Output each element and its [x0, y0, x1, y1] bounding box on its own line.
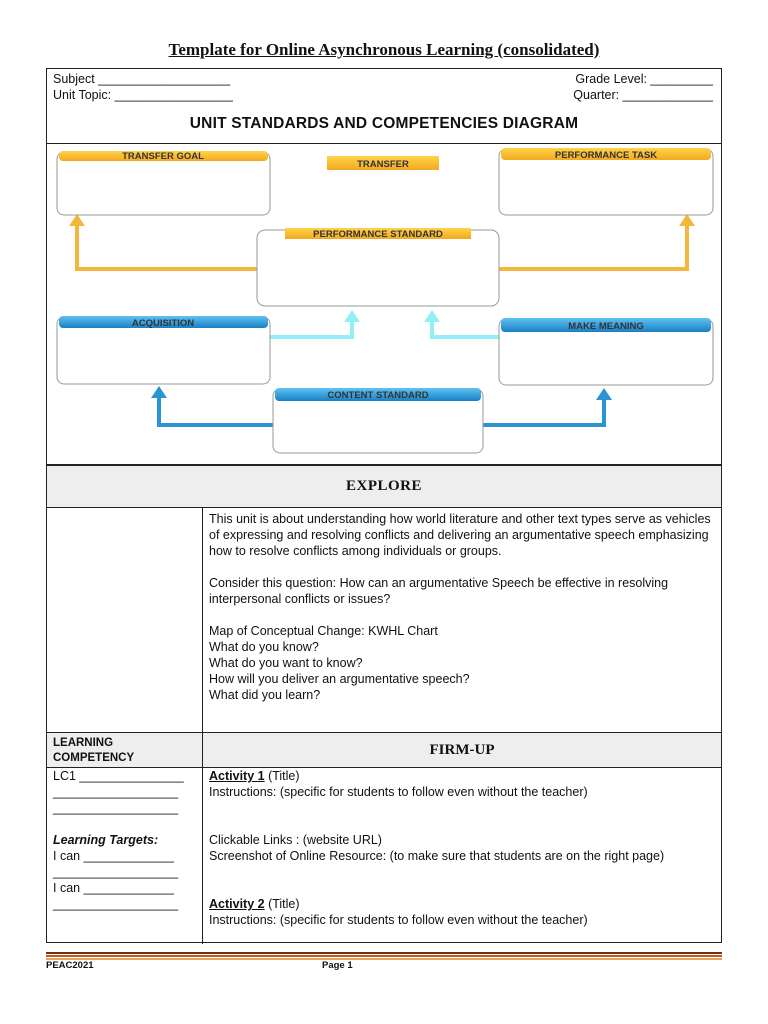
- activity-column: [209, 768, 717, 928]
- quarter-field[interactable]: Quarter: _____________: [573, 88, 713, 102]
- explore-paragraph-1: This unit is about understanding how world literature and other text types serve as vehicles of expressing and resolving conflicts and delivering an argumentative speech emphasizing how to resolve conflicts among individuals or groups.: [209, 512, 711, 558]
- competency-column: [53, 768, 199, 912]
- grade-level-field[interactable]: Grade Level: _________: [575, 72, 713, 86]
- arrowhead-transfer-goal: [69, 214, 85, 226]
- arrowhead-performance-task: [679, 214, 695, 226]
- lc1-field[interactable]: LC1 _______________: [53, 769, 184, 783]
- activity-2-title: (Title): [264, 897, 300, 911]
- arrow-acq-to-perf: [269, 320, 352, 337]
- arrowhead-acquisition: [151, 386, 167, 398]
- arrow-perf-to-transfer-goal: [77, 224, 257, 269]
- activity-1-instructions: Instructions: (specific for students to follow even without the teacher): [209, 785, 588, 799]
- explore-line: What do you know?: [209, 640, 319, 654]
- screenshot-resource: Screenshot of Online Resource: (to make sure that students are on the right page): [209, 849, 665, 863]
- document-title: Template for Online Asynchronous Learning (consolidated): [168, 40, 600, 59]
- activity-2-line: [209, 896, 717, 912]
- explore-content: [209, 511, 717, 703]
- arrow-perf-to-task: [499, 224, 687, 269]
- arrow-content-to-acq: [159, 396, 273, 425]
- footer-bar-dark: [46, 952, 722, 954]
- firm-up-heading: FIRM-UP: [203, 733, 721, 767]
- clickable-links[interactable]: Clickable Links : (website URL): [209, 833, 382, 847]
- page-number: Page 1: [322, 960, 353, 971]
- lc1-blank[interactable]: __________________: [53, 801, 179, 815]
- activity-2-label: Activity 2: [209, 897, 265, 911]
- footer-bar-light: [46, 958, 722, 960]
- performance-task-label: PERFORMANCE TASK: [554, 150, 658, 161]
- arrow-meaning-to-perf: [432, 320, 499, 337]
- acquisition-label: ACQUISITION: [131, 318, 195, 329]
- column-divider: [202, 508, 203, 944]
- content-standard-label: CONTENT STANDARD: [327, 390, 429, 401]
- footer-left: PEAC2021: [46, 960, 94, 971]
- footer-rule: [46, 952, 722, 961]
- arrow-content-to-meaning: [483, 398, 604, 425]
- unit-topic-field[interactable]: Unit Topic: _________________: [53, 88, 233, 102]
- explore-line: Map of Conceptual Change: KWHL Chart: [209, 624, 438, 638]
- lesson-table: [46, 465, 722, 943]
- transfer-goal-label: TRANSFER GOAL: [122, 151, 204, 162]
- arrowhead-meaning: [424, 310, 440, 322]
- header-box: [46, 68, 722, 144]
- subject-field[interactable]: Subject ___________________: [53, 72, 231, 86]
- i-can-blank[interactable]: __________________: [53, 897, 179, 911]
- explore-line: What do you want to know?: [209, 656, 363, 670]
- explore-heading: EXPLORE: [47, 466, 721, 508]
- explore-paragraph-2: Consider this question: How can an argumentative Speech be effective in resolving interpersonal conflicts or issues?: [209, 576, 669, 606]
- arrowhead-acq: [344, 310, 360, 322]
- performance-standard-label: PERFORMANCE STANDARD: [313, 229, 443, 240]
- performance-standard-box: [257, 230, 499, 306]
- transfer-label: TRANSFER: [357, 159, 409, 170]
- arrowhead-make-meaning: [596, 388, 612, 400]
- lc1-blank[interactable]: __________________: [53, 785, 179, 799]
- i-can-blank[interactable]: __________________: [53, 865, 179, 879]
- make-meaning-label: MAKE MEANING: [568, 321, 644, 332]
- i-can-field[interactable]: I can _____________: [53, 881, 174, 895]
- learning-competency-header: LEARNING COMPETENCY: [47, 733, 202, 767]
- footer-bar-mid: [46, 955, 722, 957]
- diagram-title: UNIT STANDARDS AND COMPETENCIES DIAGRAM: [189, 115, 579, 132]
- activity-2-instructions: Instructions: (specific for students to follow even without the teacher): [209, 913, 588, 927]
- diagram-box: [46, 143, 722, 465]
- activity-1-label: Activity 1: [209, 769, 265, 783]
- explore-line: What did you learn?: [209, 688, 321, 702]
- i-can-field[interactable]: I can _____________: [53, 849, 174, 863]
- activity-1-title: (Title): [264, 769, 300, 783]
- learning-targets-label: Learning Targets:: [53, 833, 159, 847]
- activity-1-line: [209, 768, 717, 784]
- explore-line: How will you deliver an argumentative speech?: [209, 672, 470, 686]
- unit-standards-diagram: [47, 144, 723, 466]
